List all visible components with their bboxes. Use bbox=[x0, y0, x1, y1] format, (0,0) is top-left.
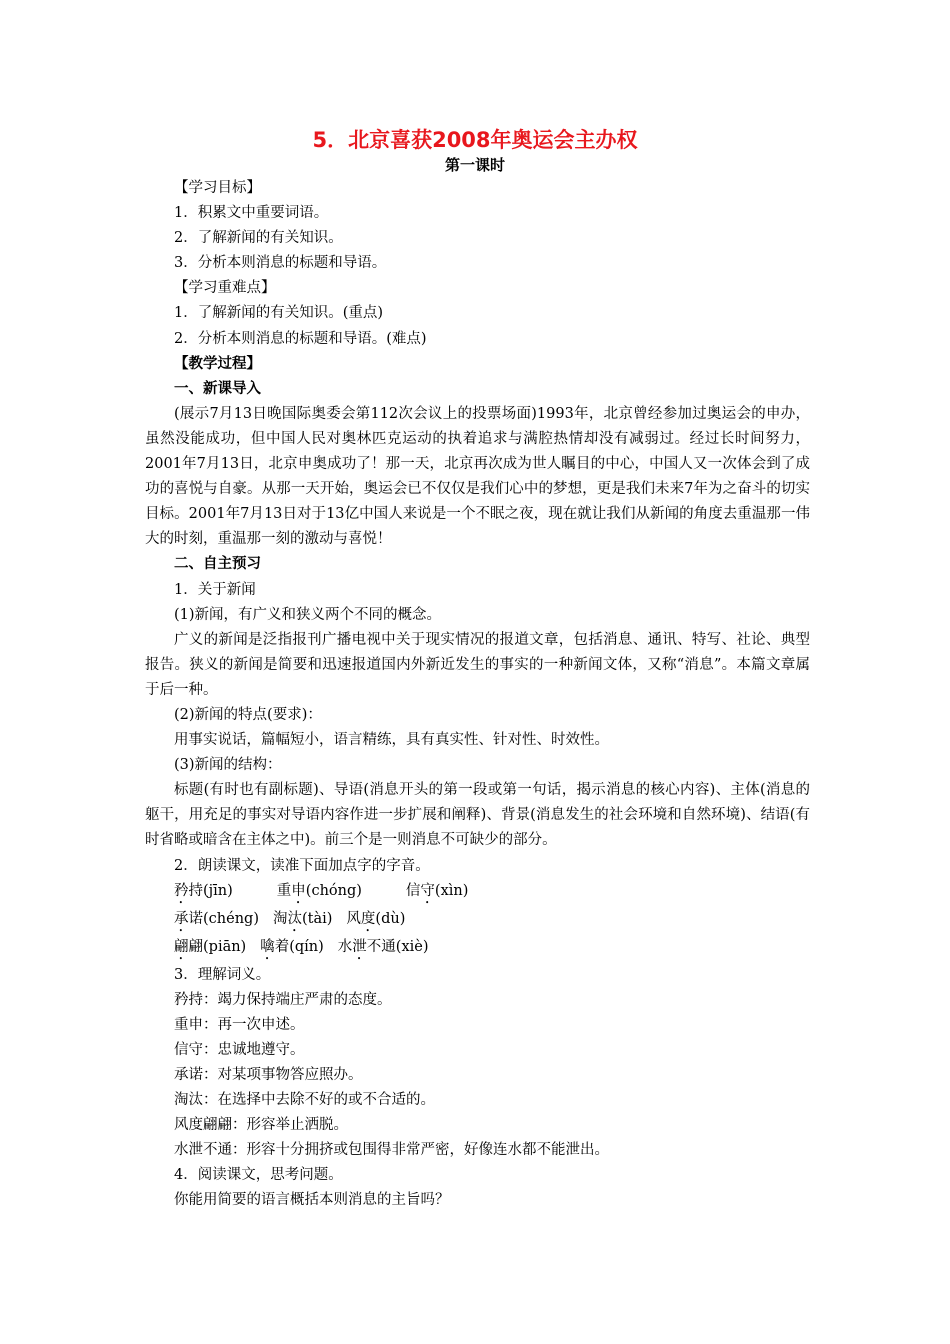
vocab-item: 重申：再一次申述。 bbox=[174, 1016, 305, 1033]
pinyin-row: 承诺(chéng) 淘汰(tài) 风度(dù) bbox=[174, 910, 406, 927]
document-body bbox=[145, 176, 810, 1214]
news-definition-paragraph: 广义的新闻是泛指报刊广播电视中关于现实情况的报道文章，包括消息、通讯、特写、社论、典型报告。狭义的新闻是简要和迅速报道国内外新近发生的事实的一种新闻文体，又称“消息”。本篇文章属于后一种。 bbox=[145, 631, 810, 698]
page-subtitle: 第一课时 bbox=[444, 156, 505, 174]
dotted-char: 申 bbox=[291, 882, 306, 899]
process-heading: 【教学过程】 bbox=[174, 355, 261, 372]
dotted-char: 汰 bbox=[287, 910, 302, 927]
goals-heading: 【学习目标】 bbox=[174, 180, 261, 196]
goal-item: 1．积累文中重要词语。 bbox=[174, 205, 329, 222]
subsection-heading: 3．理解词义。 bbox=[174, 966, 271, 983]
dotted-char: 度 bbox=[360, 910, 376, 927]
section-heading: 一、新课导入 bbox=[174, 380, 261, 397]
pinyin-row: 矜持(jīn) 重申(chóng) 信守(xìn) bbox=[174, 882, 469, 899]
vocab-item: 信守：忠诚地遵守。 bbox=[174, 1041, 305, 1058]
dotted-char: 泄 bbox=[352, 938, 367, 955]
pinyin-row: 翩翩(piān) 噙着(qín) 水泄不通(xiè) bbox=[174, 938, 429, 955]
key-point-item: 1．了解新闻的有关知识。(重点) bbox=[174, 305, 384, 322]
intro-paragraph: (展示7月13日晚国际奥委会第112次会议上的投票场面)1993年，北京曾经参加过奥运会的申办，虽然没能成功，但中国人民对奥林匹克运动的执着追求与满腔热情却没有减弱过。经过长时间努力，2001年7月13日，北京申奥成功了！那一天，北京再次成为世人瞩目的中心，中国人又一次体会到了成功的喜悦与自豪。从那一天开始，奥运会已不仅仅是我们心中的梦想，更是我们未来7年为之奋斗的切实目标。2001年7月13日对于13亿中国人来说是一个不眠之夜，现在就让我们从新闻的角度去重温那一伟大的时刻，重温那一刻的激动与喜悦！ bbox=[145, 405, 810, 548]
dotted-char: 守 bbox=[420, 882, 435, 899]
dotted-char: 噙 bbox=[260, 938, 275, 955]
vocab-item: 矜持：竭力保持端庄严肃的态度。 bbox=[174, 991, 392, 1008]
key-point-item: 2．分析本则消息的标题和导语。(难点) bbox=[174, 330, 427, 347]
section-heading: 二、自主预习 bbox=[174, 556, 261, 573]
goal-item: 2．了解新闻的有关知识。 bbox=[174, 230, 343, 247]
dotted-char: 翩 bbox=[174, 938, 189, 955]
point-heading: (1)新闻，有广义和狭义两个不同的概念。 bbox=[174, 606, 442, 623]
vocab-item: 淘汰：在选择中去除不好的或不合适的。 bbox=[174, 1092, 435, 1109]
question-text: 你能用简要的语言概括本则消息的主旨吗？ bbox=[174, 1192, 450, 1209]
subsection-heading: 1．关于新闻 bbox=[174, 581, 256, 598]
vocab-item: 承诺：对某项事物答应照办。 bbox=[174, 1067, 363, 1083]
vocab-item: 风度翩翩：形容举止洒脱。 bbox=[174, 1117, 348, 1134]
dotted-char: 矜 bbox=[174, 882, 189, 899]
dotted-char: 承 bbox=[174, 910, 189, 927]
point-heading: (2)新闻的特点(要求)： bbox=[174, 706, 322, 723]
news-features-paragraph: 用事实说话，篇幅短小，语言精练，具有真实性、针对性、时效性。 bbox=[174, 732, 609, 749]
key-points-heading: 【学习重难点】 bbox=[174, 280, 276, 297]
vocab-item: 水泄不通：形容十分拥挤或包围得非常严密，好像连水都不能泄出。 bbox=[174, 1142, 609, 1159]
goal-item: 3．分析本则消息的标题和导语。 bbox=[174, 255, 387, 272]
point-heading: (3)新闻的结构： bbox=[174, 757, 282, 774]
news-structure-paragraph: 标题(有时也有副标题)、导语(消息开头的第一段或第一句话，揭示消息的核心内容)、主体(消息的躯干，用充足的事实对导语内容作进一步扩展和阐释)、背景(消息发生的社会环境和自然环境)、结语(有时省略或暗含在主体之中)。前三个是一则消息不可缺少的部分。 bbox=[145, 782, 810, 849]
page-title: 5．北京喜获2008年奥运会主办权 bbox=[312, 128, 638, 152]
subsection-heading: 4．阅读课文，思考问题。 bbox=[174, 1167, 343, 1184]
subsection-heading: 2．朗读课文，读准下面加点字的字音。 bbox=[174, 857, 430, 874]
